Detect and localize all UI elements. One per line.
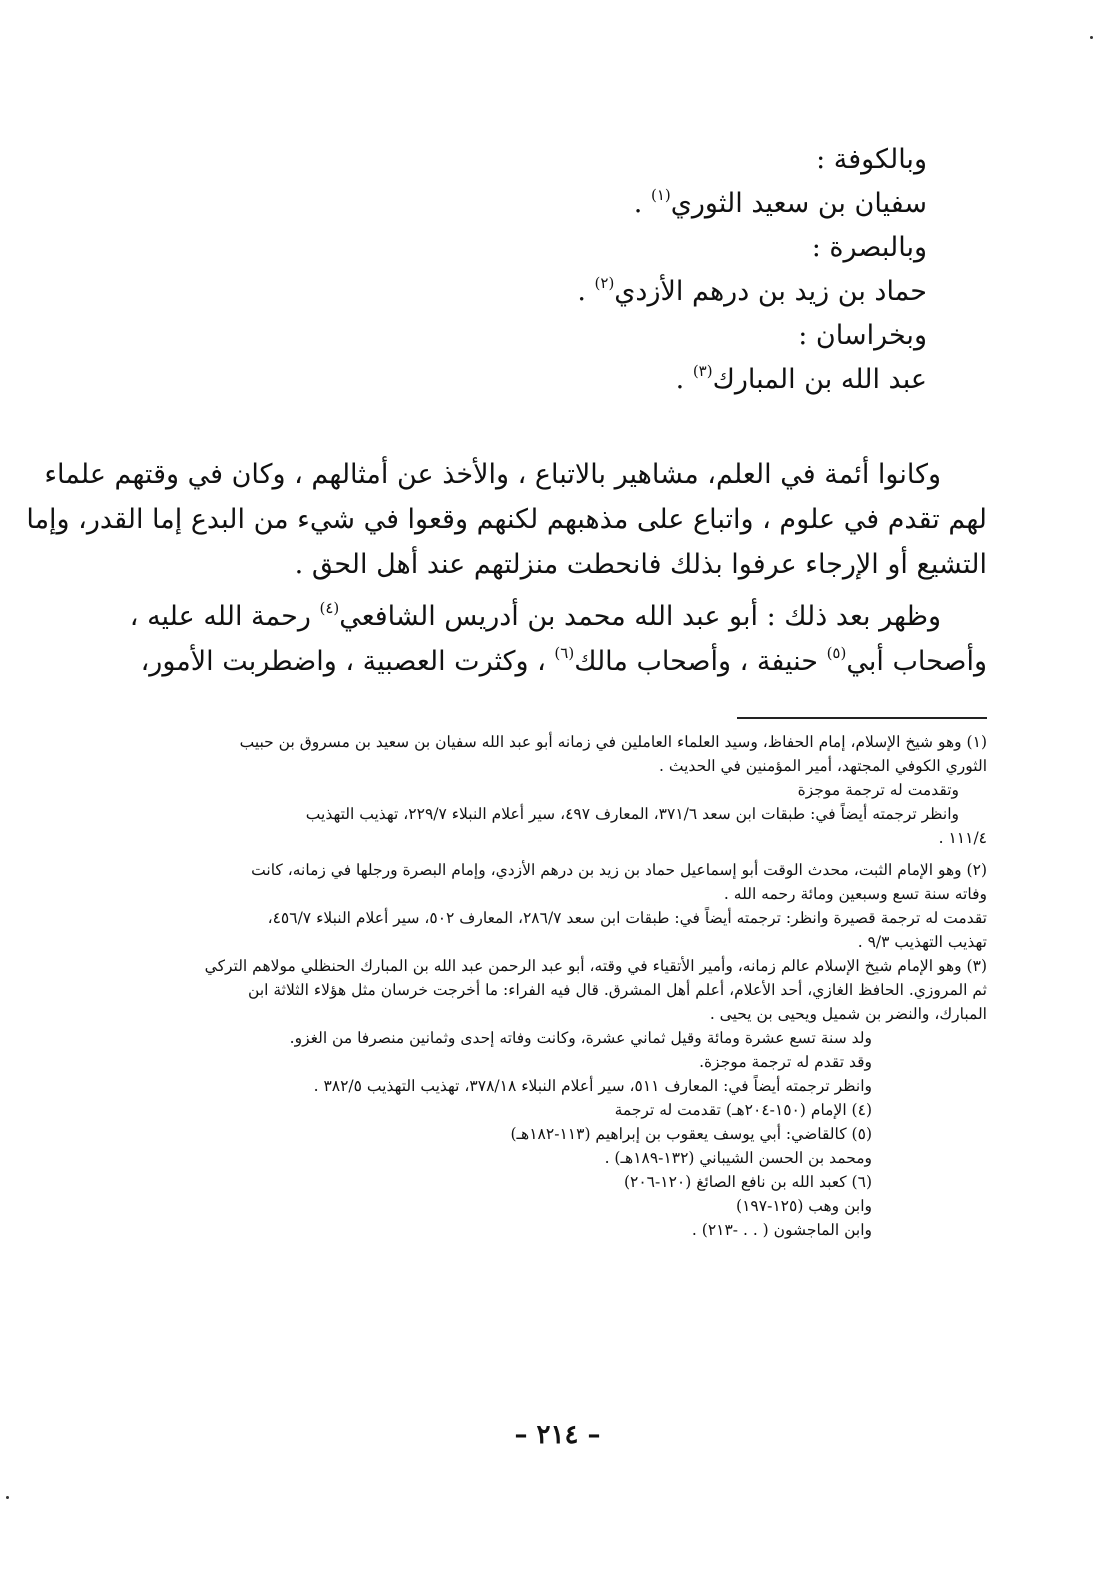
footnote-2 — [127, 858, 987, 954]
footnote-ref-1[interactable]: (١) — [650, 186, 671, 204]
footnote-line: (٣) وهو الإمام شيخ الإسلام عالم زمانه، وأمير الأتقياء في وقته، أبو عبد الرحمن عبد الله بن المبارك الحنظلي مولاهم التركي — [204, 957, 987, 975]
paragraph-line — [131, 639, 987, 684]
page-number: – ٢١٤ – — [514, 1420, 601, 1450]
para2-text-e: ، وكثرت العصبية ، واضطربت الأمور، — [140, 646, 555, 677]
khorasan-end-dot: . — [675, 364, 693, 395]
footnote-line: تهذيب التهذيب ٩/٣ . — [857, 933, 987, 951]
khorasan-label: وبخراسان : — [798, 320, 927, 351]
footnote-line: ١١١/٤ . — [938, 829, 987, 847]
footnote-line: ولد سنة تسع عشرة ومائة وقيل ثماني عشرة، وكانت وفاته إحدى وثمانين منصرفا من الغزو. — [289, 1029, 872, 1047]
footnote-line: ثم المروزي. الحافظ الغازي، أحد الأعلام، أعلم أهل المشرق. قال فيه الفراء: ما أخرجت خرسان مثل هؤلاء الثلاثة ابن — [248, 981, 987, 999]
footnote-divider — [737, 717, 987, 719]
para2-text-d: حنيفة ، وأصحاب مالك — [574, 646, 827, 677]
footnote-1 — [127, 730, 987, 850]
footnote-line: تقدمت له ترجمة قصيرة وانظر: ترجمته أيضاً في: طبقات ابن سعد ٢٨٦/٧، المعارف ٥٠٢، سير أعلام النبلاء ٤٥٦/٧، — [267, 909, 987, 927]
footnote-line: (١) وهو شيخ الإسلام، إمام الحفاظ، وسيد العلماء العاملين في زمانه أبو عبد الله سفيان بن سعيد بن مسروق بن حبيب — [239, 733, 987, 751]
paragraph-line: لهم تقدم في علوم ، واتباع على مذهبهم لكنهم وقعوا في شيء من البدع إما القدر، وإما — [26, 504, 987, 535]
footnote-line: (٥) كالقاضي: أبي يوسف يعقوب بن إبراهيم (١١٣-١٨٢هـ) — [510, 1125, 872, 1143]
footnotes-section — [127, 730, 987, 1242]
paragraph-line — [131, 594, 987, 639]
footnote-line: وانظر ترجمته أيضاً في: طبقات ابن سعد ٣٧١/٦، المعارف ٤٩٧، سير أعلام النبلاء ٢٢٩/٧، تهذيب التهذيب — [305, 805, 959, 823]
scan-speck — [6, 1496, 9, 1499]
khorasan-scholar-name: عبد الله بن المبارك — [712, 364, 927, 395]
kufa-end-dot: . — [633, 188, 651, 219]
paragraph-line: التشيع أو الإرجاء عرفوا بذلك فانحطت منزلتهم عند أهل الحق . — [294, 549, 987, 580]
footnote-line: ومحمد بن الحسن الشيباني (١٣٢-١٨٩هـ) . — [604, 1149, 872, 1167]
paragraph-line: وكانوا أئمة في العلم، مشاهير بالاتباع ، والأخذ عن أمثالهم ، وكان في وقتهم علماء — [44, 459, 941, 490]
footnote-line: الثوري الكوفي المجتهد، أمير المؤمنين في الحديث . — [659, 757, 987, 775]
para2-text-b: رحمة الله عليه ، — [129, 601, 320, 632]
scholars-list — [97, 138, 927, 402]
footnote-line: وتقدمت له ترجمة موجزة — [797, 781, 959, 799]
footnote-line: وقد تقدم له ترجمة موجزة. — [699, 1053, 872, 1071]
footnote-line: وفاته سنة تسع وسبعين ومائة رحمه الله . — [723, 885, 987, 903]
footnote-line: وابن وهب (١٢٥-١٩٧) — [736, 1197, 872, 1215]
footnote-6 — [127, 1170, 987, 1242]
footnote-ref-4[interactable]: (٤) — [319, 599, 340, 617]
footnote-ref-2[interactable]: (٢) — [594, 274, 615, 292]
basra-scholar-name: حماد بن زيد بن درهم الأزدي — [614, 276, 927, 307]
footnote-5 — [127, 1122, 987, 1170]
footnote-line: المبارك، والنضر بن شميل ويحيى بن يحيى . — [709, 1005, 987, 1023]
kufa-label: وبالكوفة : — [816, 144, 927, 175]
footnote-ref-5[interactable]: (٥) — [826, 644, 847, 662]
basra-end-dot: . — [577, 276, 595, 307]
para2-text-c: وأصحاب أبي — [846, 646, 987, 677]
kufa-scholar — [97, 182, 927, 226]
scan-speck — [1090, 36, 1093, 39]
footnote-line: وابن الماجشون ( . . -٢١٣) . — [691, 1221, 872, 1239]
kufa-scholar-name: سفيان بن سعيد الثوري — [670, 188, 927, 219]
footnote-line: (٢) وهو الإمام الثبت، محدث الوقت أبو إسماعيل حماد بن زيد بن درهم الأزدي، وإمام البصرة ورجلها في زمانه، كانت — [251, 861, 987, 879]
basra-label: وبالبصرة : — [811, 232, 927, 263]
paragraph-later — [131, 594, 987, 684]
para2-text-a: وظهر بعد ذلك : أبو عبد الله محمد بن أدريس الشافعي — [339, 601, 941, 632]
khorasan-scholar — [97, 358, 927, 402]
footnote-line: وانظر ترجمته أيضاً في: المعارف ٥١١، سير أعلام النبلاء ٣٧٨/١٨، تهذيب التهذيب ٣٨٢/٥ . — [313, 1077, 872, 1095]
footnote-4: (٤) الإمام (١٥٠-٢٠٤هـ) تقدمت له ترجمة — [614, 1101, 872, 1119]
footnote-ref-6[interactable]: (٦) — [554, 644, 575, 662]
basra-scholar — [97, 270, 927, 314]
footnote-line: (٦) كعبد الله بن نافع الصائغ (١٢٠-٢٠٦) — [623, 1173, 872, 1191]
footnote-ref-3[interactable]: (٣) — [692, 362, 713, 380]
paragraph-imams — [26, 452, 987, 587]
footnote-3 — [127, 954, 987, 1098]
